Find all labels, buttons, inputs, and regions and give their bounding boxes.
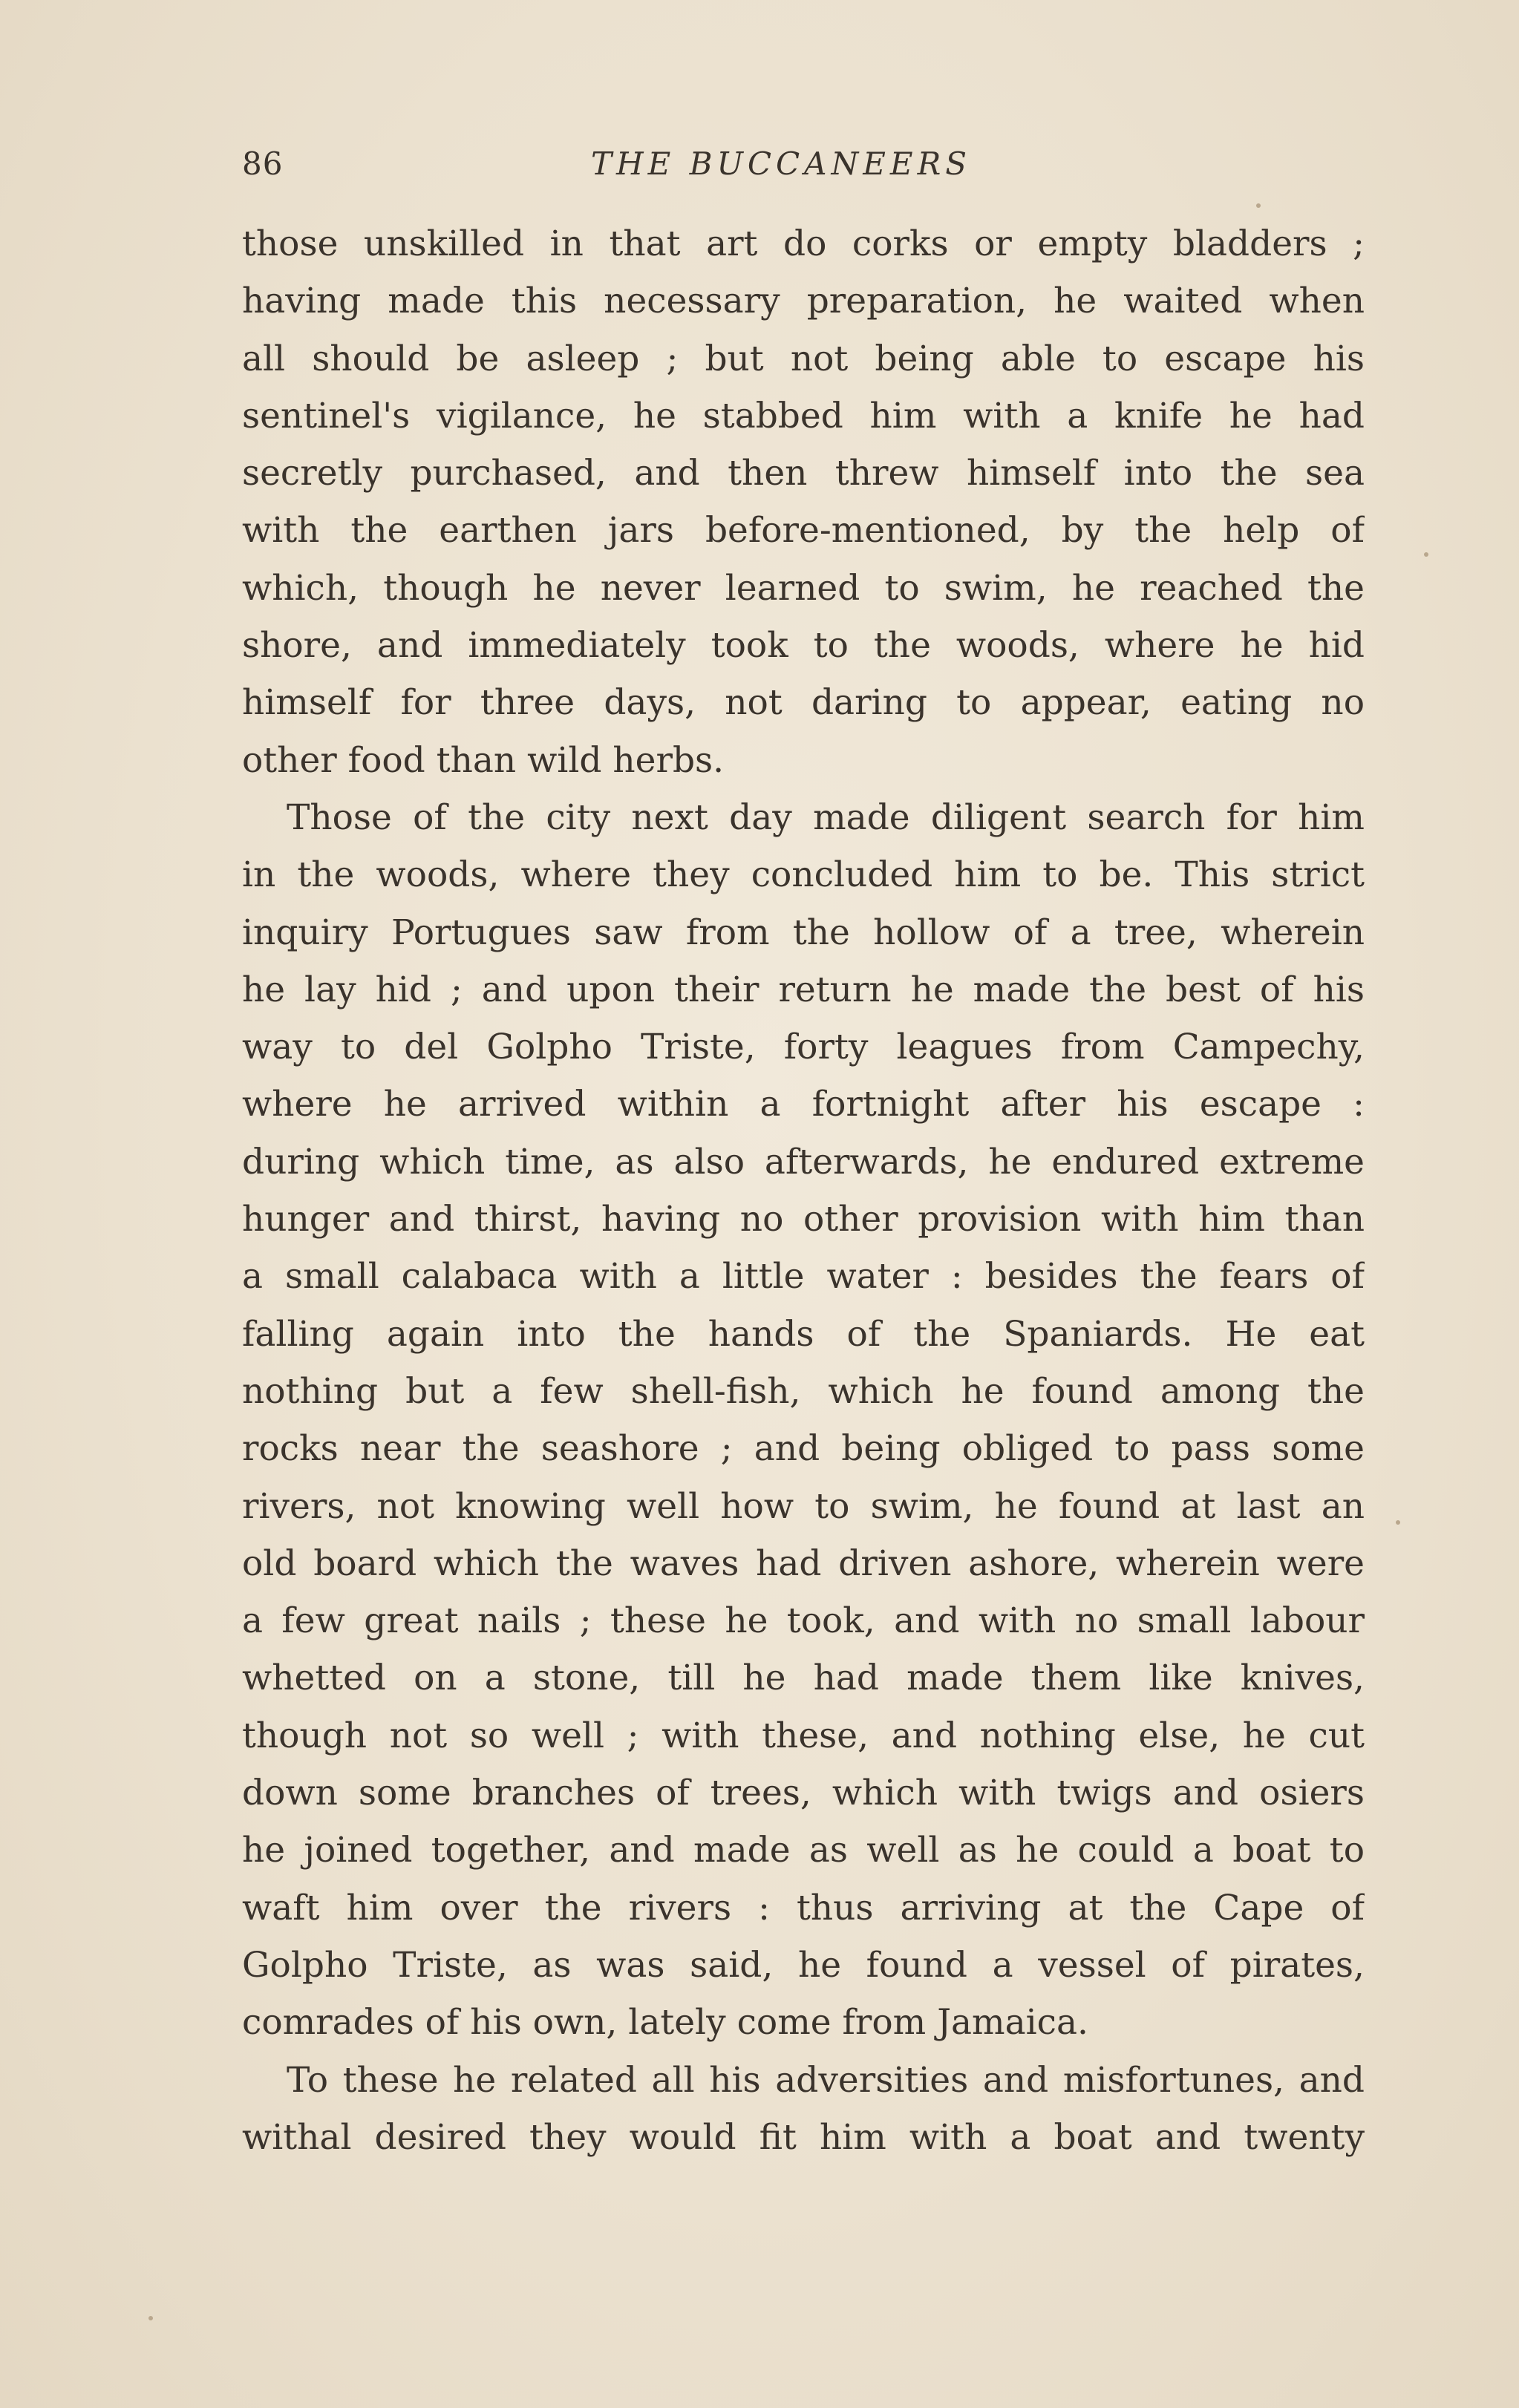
text-line: waft him over the rivers : thus arriving at the Cape of (242, 1887, 1365, 1928)
text-line: comrades of his own, lately come from Jamaica. (242, 2002, 1088, 2044)
text-line: a few great nails ; these he took, and with no small labour (242, 1600, 1365, 1642)
text-line: way to del Golpho Triste, forty leagues from Campechy, (242, 1027, 1365, 1068)
text-line: he joined together, and made as well as he could a boat to (242, 1830, 1365, 1871)
text-line: with the earthen jars before-mentioned, by the help of (242, 510, 1365, 552)
running-title: THE BUCCANEERS (591, 145, 971, 182)
text-line: rocks near the seashore ; and being obliged to pass some (242, 1428, 1365, 1470)
text-line: himself for three days, not daring to appear, eating no (242, 682, 1365, 724)
text-line: he lay hid ; and upon their return he made the best of his (242, 969, 1365, 1010)
paper-speck (1424, 552, 1428, 557)
text-line: withal desired they would fit him with a boat and twenty (242, 2116, 1365, 2158)
text-line: whetted on a stone, till he had made them like knives, (242, 1658, 1365, 1699)
text-line: secretly purchased, and then threw himself into the sea (242, 453, 1365, 494)
text-line: sentinel's vigilance, he stabbed him with a knife he had (242, 395, 1365, 436)
text-line: a small calabaca with a little water : besides the fears of (242, 1256, 1365, 1298)
page-number: 86 (242, 145, 284, 182)
text-line: shore, and immediately took to the woods, where he hid (242, 625, 1365, 667)
text-line: which, though he never learned to swim, he reached the (242, 567, 1365, 609)
text-line: those unskilled in that art do corks or empty bladders ; (242, 223, 1365, 264)
paper-speck (1256, 203, 1261, 208)
text-line: other food than wild herbs. (242, 739, 725, 781)
text-line: old board which the waves had driven ashore, wherein were (242, 1542, 1365, 1584)
text-line: having made this necessary preparation, he waited when (242, 281, 1365, 322)
text-line: rivers, not knowing well how to swim, he found at last an (242, 1485, 1365, 1527)
text-line: where he arrived within a fortnight after his escape : (242, 1084, 1365, 1125)
text-line: Golpho Triste, as was said, he found a vessel of pirates, (242, 1944, 1365, 1986)
paper-speck (1396, 1520, 1400, 1525)
text-line: though not so well ; with these, and nothing else, he cut (242, 1715, 1365, 1756)
text-line: all should be asleep ; but not being able to escape his (242, 338, 1365, 379)
body-text (242, 215, 1365, 2166)
text-line: To these he related all his adversities and misfortunes, and (287, 2059, 1365, 2101)
paper-speck (148, 2316, 153, 2320)
text-line: hunger and thirst, having no other provision with him than (242, 1199, 1365, 1240)
text-line: in the woods, where they concluded him to be. This strict (242, 854, 1365, 896)
text-line: inquiry Portugues saw from the hollow of a tree, wherein (242, 912, 1365, 953)
text-line: nothing but a few shell-fish, which he found among the (242, 1370, 1365, 1412)
text-line: Those of the city next day made diligent search for him (287, 796, 1365, 838)
text-line: during which time, as also afterwards, he endured extreme (242, 1141, 1365, 1182)
text-line: falling again into the hands of the Spaniards. He eat (242, 1313, 1365, 1355)
text-line: down some branches of trees, which with twigs and osiers (242, 1773, 1365, 1814)
running-head (242, 138, 1363, 190)
